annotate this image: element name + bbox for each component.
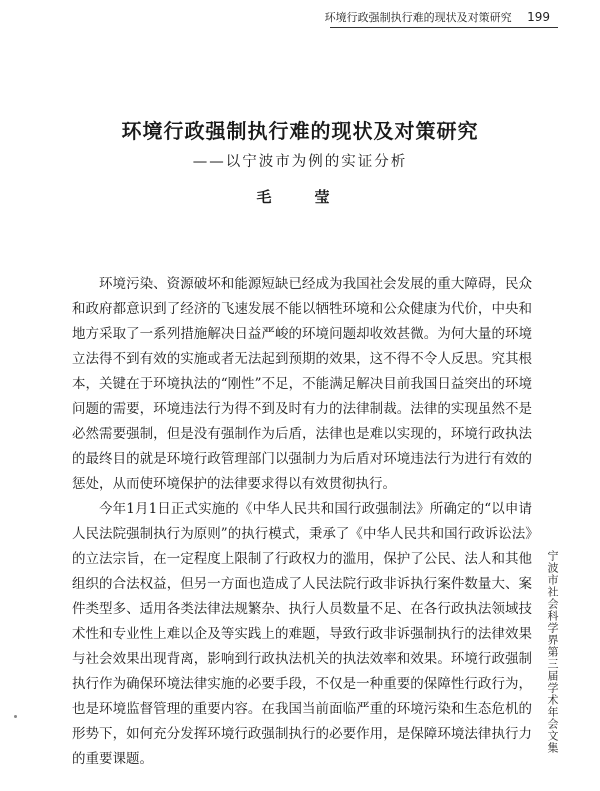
article-title: 环境行政强制执行难的现状及对策研究: [121, 119, 479, 143]
side-collection-note: 宁波市社会科学界第三届学术年会文集: [546, 550, 559, 754]
article-body: [72, 272, 532, 772]
body-paragraph: 环境污染、资源破坏和能源短缺已经成为我国社会发展的重大障碍，民众和政府都意识到了经济的飞速发展不能以牺牲环境和公众健康为代价，中央和地方采取了一系列措施解决日益严峻的环境问题却收效甚微。为何大量的环境立法得不到有效的实施或者无法起到预期的效果，这不得不令人反思。究其根本，关键在于环境执法的“刚性”不足，不能满足解决目前我国日益突出的环境问题的需要，环境违法行为得不到及时有力的法律制裁。法律的实现虽然不是必然需要强制，但是没有强制作为后盾，法律也是难以实现的，环境行政执法的最终目的就是环境行政管理部门以强制力为后盾对环境违法行为进行有效的惩处，从而使环境保护的法律要求得以有效贯彻执行。: [72, 276, 532, 492]
body-paragraph: 今年1月1日正式实施的《中华人民共和国行政强制法》所确定的“以申请人民法院强制执行为原则”的执行模式，秉承了《中华人民共和国行政诉讼法》的立法宗旨，在一定程度上限制了行政权力的滥用，保护了公民、法人和其他组织的合法权益，但另一方面也造成了人民法院行政非诉执行案件数量大、案件类型多、适用各类法律法规繁杂、执行人员数量不足、在各行政执法领域技术性和专业性上难以企及等实践上的难题，导致行政非诉强制执行的法律效果与社会效果出现背离，影响到行政执法机关的执法效率和效果。环境行政强制执行作为确保环境法律实施的必要手段，不仅是一种重要的保障性行政行为，也是环境监督管理的重要内容。在我国当前面临严重的环境污染和生态危机的形势下，如何充分发挥环境行政强制执行的必要作用，是保障环境法律执行力的重要课题。: [72, 501, 532, 767]
margin-dot: [14, 715, 17, 718]
page-number: 199: [527, 10, 550, 24]
article-author: 毛 莹: [256, 188, 344, 206]
running-title: 环境行政强制执行难的现状及对策研究: [324, 11, 512, 24]
article-subtitle: ——以宁波市为例的实证分析: [192, 154, 408, 170]
header-rule: [330, 27, 558, 28]
running-header: [325, 9, 550, 25]
